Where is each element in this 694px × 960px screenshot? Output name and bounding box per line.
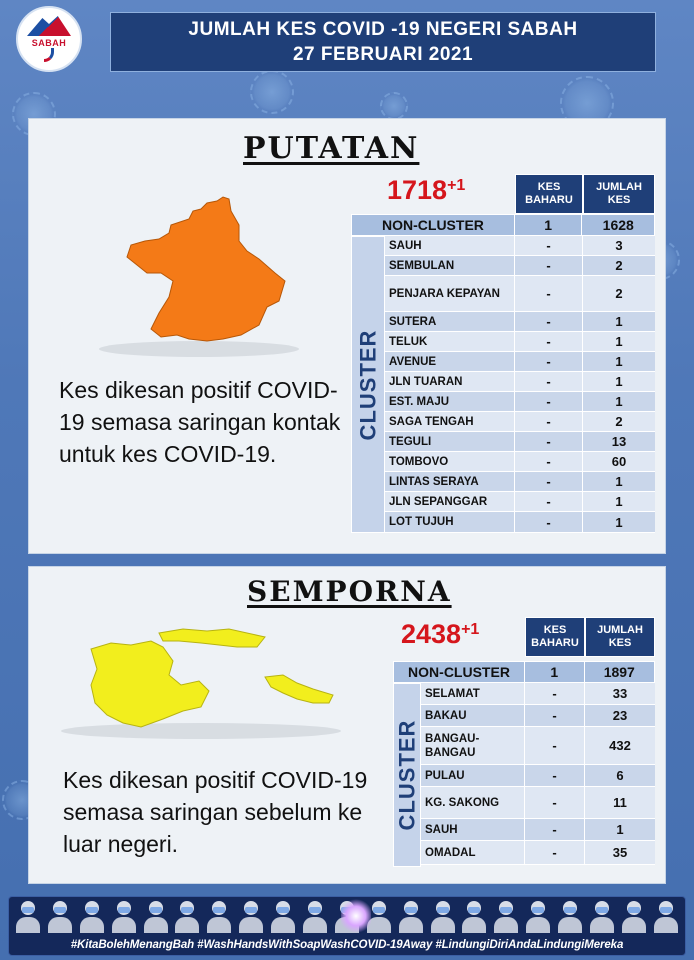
footer-hashtags: #KitaBolehMenangBah #WashHandsWithSoapWashCOVID-19Away #LindungiDiriAndaLindungiMereka <box>70 939 624 951</box>
frontliner-avatar-icon <box>174 899 200 933</box>
non-cluster-label: NON-CLUSTER <box>352 215 515 235</box>
cluster-new: - <box>515 352 583 371</box>
cluster-total: 1 <box>615 394 623 409</box>
cluster-new: - <box>515 276 583 311</box>
sabah-health-logo <box>16 6 82 72</box>
logo-text: SABAH <box>31 38 67 48</box>
cluster-row <box>421 819 655 841</box>
frontliner-avatar-icon <box>493 899 519 933</box>
district-description: Kes dikesan positif COVID-19 semasa saringan kontak untuk kes COVID-19. <box>59 377 341 467</box>
cluster-total: 23 <box>612 708 628 723</box>
cluster-name: TEGULI <box>385 432 515 451</box>
frontliner-avatar-icon <box>79 899 105 933</box>
non-cluster-total: 1897 <box>603 664 635 680</box>
cluster-new: - <box>515 512 583 532</box>
cluster-row <box>385 412 655 432</box>
frontliner-avatar-icon <box>238 899 264 933</box>
frontliner-avatar-icon <box>461 899 487 933</box>
frontliner-avatar-icon <box>621 899 647 933</box>
cluster-row <box>385 332 655 352</box>
cluster-name: BAKAU <box>421 705 525 726</box>
cluster-new: - <box>515 412 583 431</box>
cluster-row <box>385 276 655 312</box>
cluster-name: KG. SAKONG <box>421 787 525 818</box>
cluster-total: 33 <box>612 686 628 701</box>
total-new: +1 <box>461 621 480 638</box>
cluster-row <box>385 312 655 332</box>
frontliner-avatar-icon <box>143 899 169 933</box>
cluster-total: 2 <box>615 414 623 429</box>
cluster-total: 1 <box>615 474 623 489</box>
cluster-name: AVENUE <box>385 352 515 371</box>
cluster-name: PENJARA KEPAYAN <box>385 276 515 311</box>
cluster-name: PULAU <box>421 765 525 786</box>
virus-decoration <box>380 92 408 120</box>
cluster-row <box>385 392 655 412</box>
frontliner-avatar-icon <box>589 899 615 933</box>
cluster-row <box>421 841 655 865</box>
frontliner-avatar-icon <box>111 899 137 933</box>
cluster-new: - <box>525 819 585 840</box>
frontliner-avatar-icon <box>302 899 328 933</box>
frontliner-avatar-icon <box>15 899 41 933</box>
frontliner-avatar-icon <box>430 899 456 933</box>
cluster-total: 1 <box>616 822 624 837</box>
cluster-row <box>385 492 655 512</box>
semporna-panel <box>28 566 666 884</box>
cluster-label-text: CLUSTER <box>394 719 420 831</box>
cluster-row <box>421 705 655 727</box>
cluster-new: - <box>515 472 583 491</box>
cluster-total: 35 <box>612 845 628 860</box>
cluster-total: 13 <box>611 434 627 449</box>
cluster-total: 2 <box>615 258 623 273</box>
cluster-label-text: CLUSTER <box>355 329 381 440</box>
cluster-new: - <box>525 787 585 818</box>
cluster-name: SAUH <box>385 236 515 255</box>
district-total <box>401 619 479 650</box>
district-name: SEMPORNA <box>247 575 452 608</box>
page-date: 27 FEBRUARI 2021 <box>292 44 474 65</box>
frontliner-avatar-icon <box>47 899 73 933</box>
cluster-total: 1 <box>615 314 623 329</box>
putatan-map <box>89 189 309 369</box>
cluster-name: LINTAS SERAYA <box>385 472 515 491</box>
cluster-name: EST. MAJU <box>385 392 515 411</box>
cluster-new: - <box>515 492 583 511</box>
cluster-name: OMADAL <box>421 841 525 864</box>
cluster-total: 3 <box>615 238 623 253</box>
cluster-name: SAUH <box>421 819 525 840</box>
cluster-row <box>385 472 655 492</box>
cluster-row <box>385 372 655 392</box>
putatan-panel <box>28 118 666 554</box>
cluster-name: JLN SEPANGGAR <box>385 492 515 511</box>
cluster-row <box>385 352 655 372</box>
cluster-total: 1 <box>615 354 623 369</box>
district-name: PUTATAN <box>243 131 420 166</box>
cluster-total: 432 <box>609 738 631 753</box>
cluster-total: 1 <box>615 494 623 509</box>
cluster-name: TELUK <box>385 332 515 351</box>
cluster-total: 11 <box>613 795 627 810</box>
cluster-row <box>421 765 655 787</box>
cluster-total: 2 <box>615 286 623 301</box>
cluster-row <box>421 683 655 705</box>
cluster-total: 1 <box>615 514 623 530</box>
swoosh-icon <box>44 48 54 62</box>
cluster-name: BANGAU-BANGAU <box>421 727 525 764</box>
total-value: 2438 <box>401 619 462 649</box>
cluster-total: 60 <box>611 454 627 469</box>
cluster-new: - <box>525 705 585 726</box>
frontliner-avatar-icon <box>653 899 679 933</box>
cluster-total: 1 <box>615 334 623 349</box>
cluster-total: 1 <box>615 374 623 389</box>
cluster-new: - <box>525 765 585 786</box>
cluster-row <box>385 236 655 256</box>
district-description: Kes dikesan positif COVID-19 semasa saringan sebelum ke luar negeri. <box>63 767 368 857</box>
cluster-row <box>385 452 655 472</box>
cluster-name: SUTERA <box>385 312 515 331</box>
non-cluster-new: 1 <box>525 662 585 682</box>
total-value: 1718 <box>387 175 448 205</box>
cluster-rows <box>421 683 655 865</box>
cluster-name: JLN TUARAN <box>385 372 515 391</box>
cluster-new: - <box>515 392 583 411</box>
col-header-total: JUMLAH KES <box>585 617 655 657</box>
total-new: +1 <box>447 177 466 194</box>
cluster-new: - <box>515 236 583 255</box>
cluster-new: - <box>515 452 583 471</box>
frontliner-avatar-icon <box>557 899 583 933</box>
cluster-new: - <box>515 256 583 275</box>
col-header-new: KES BAHARU <box>515 174 583 214</box>
cluster-name: SAGA TENGAH <box>385 412 515 431</box>
cluster-new: - <box>515 332 583 351</box>
cluster-label <box>351 236 385 533</box>
non-cluster-label: NON-CLUSTER <box>394 662 525 682</box>
cluster-name: SEMBULAN <box>385 256 515 275</box>
cluster-row <box>385 512 655 533</box>
cluster-new: - <box>515 312 583 331</box>
cluster-row <box>421 787 655 819</box>
virus-decoration <box>250 70 294 114</box>
non-cluster-row <box>393 661 655 683</box>
frontliner-avatar-icon <box>270 899 296 933</box>
cluster-row <box>421 727 655 765</box>
semporna-map <box>51 619 351 749</box>
cluster-new: - <box>515 432 583 451</box>
non-cluster-row <box>351 214 655 236</box>
page-title-box <box>110 12 656 72</box>
frontliner-avatar-icon <box>525 899 551 933</box>
cluster-new: - <box>525 841 585 864</box>
cluster-row <box>385 256 655 276</box>
frontliner-avatar-icon <box>398 899 424 933</box>
cluster-new: - <box>525 727 585 764</box>
district-total <box>387 175 465 206</box>
frontliner-avatar-icon <box>206 899 232 933</box>
mountain-icon <box>27 16 71 36</box>
cluster-total: 6 <box>616 768 624 783</box>
cluster-name: TOMBOVO <box>385 452 515 471</box>
col-header-total: JUMLAH KES <box>583 174 655 214</box>
page-title: JUMLAH KES COVID -19 NEGERI SABAH <box>188 19 578 40</box>
non-cluster-new: 1 <box>515 215 583 235</box>
non-cluster-total: 1628 <box>602 217 634 233</box>
cluster-new: - <box>525 683 585 704</box>
cluster-row <box>385 432 655 452</box>
cluster-name: LOT TUJUH <box>385 512 515 532</box>
light-burst <box>341 897 371 935</box>
cluster-label <box>393 683 421 867</box>
cluster-rows <box>385 236 655 533</box>
footer-banner <box>8 896 686 956</box>
col-header-new: KES BAHARU <box>525 617 585 657</box>
cluster-name: SELAMAT <box>421 683 525 704</box>
cluster-new: - <box>515 372 583 391</box>
